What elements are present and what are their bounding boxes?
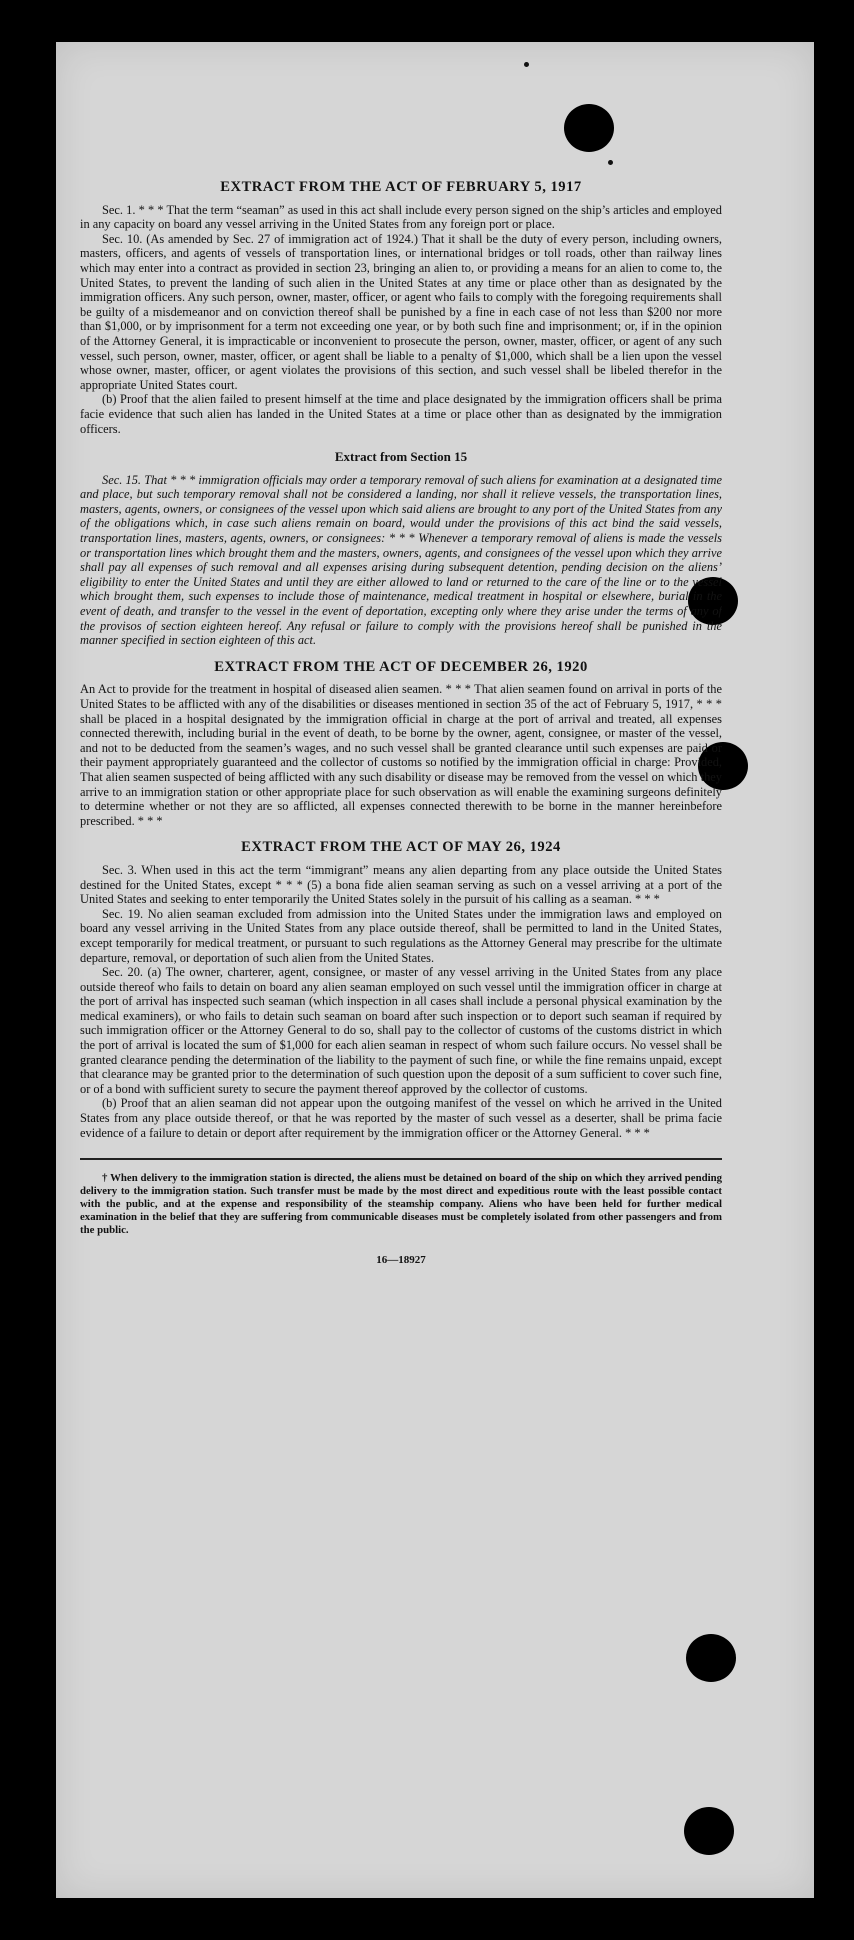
paragraph: Sec. 3. When used in this act the term “immigrant” means any alien departing from any place outside the United States destined for the United States, except * * * (5) a bona fide alien seaman serving as such on a vessel arriving at a port of the United States and seeking to enter temporarily the United States solely in the pursuit of his calling as a seaman. * * * [80, 862, 722, 907]
ink-speck [524, 62, 529, 67]
paragraph: Sec. 10. (As amended by Sec. 27 of immigration act of 1924.) That it shall be the duty of every person, including owners, masters, officers, and agents of vessels of transportation lines, or international bridges or toll roads, other than railway lines which may enter into a contract as provided in section 23, bringing an alien to, or providing a means for an alien to come to, the United States, to prevent the landing of such alien in the United States at any time or place other than as designated by the immigration officers. Any such person, owner, master, officer, or agent who fails to comply with the foregoing requirements shall be guilty of a misdemeanor and on conviction thereof shall be punished by a fine in each case of not less than $200 nor more than $1,000, or by imprisonment for a term not exceeding one year, or by both such fine and imprisonment; or, if in the opinion of the Attorney General, it is impracticable or inconvenient to prosecute the person, owner, master, officer, or agent of any such vessel, such person, owner, master, officer, or agent shall be liable to a penalty of $1,000, which shall be a lien upon the vessel whose owner, master, officer, or agent violates the provisions of this section, and such vessel shall be libeled therefor in the appropriate United States court. [80, 231, 722, 392]
document-text [80, 140, 722, 1800]
paragraph: Sec. 1. * * * That the term “seaman” as used in this act shall include every person signed on the ship’s articles and employed in any capacity on board any vessel arriving in the United States from any foreign port or place. [80, 202, 722, 232]
punch-hole [684, 1807, 734, 1855]
footnote: † When delivery to the immigration station is directed, the aliens must be detained on board of the ship on which they arrived pending delivery to the immigration station. Such transfer must be made by the most direct and expeditious route with the least possible contact with the public, and at the expense and responsibility of the steamship company. Aliens who have been held for further medical examination in the belief that they are suffering from communicable diseases must be completely isolated from other passengers and from the public. [80, 1172, 722, 1237]
paragraph: (b) Proof that an alien seaman did not appear upon the outgoing manifest of the vessel on which he arrived in the United States from any place outside thereof, or that he was reported by the master of such vessel as a deserter, shall be prima facie evidence of a failure to detain or deport after requirement by the immigration officer or the Attorney General. * * * [80, 1096, 722, 1140]
paragraph: An Act to provide for the treatment in hospital of diseased alien seamen. * * * That alien seamen found on arrival in ports of the United States to be afflicted with any of the disabilities or diseases mentioned in section 35 of the act of February 5, 1917, * * * shall be placed in a hospital designated by the immigration official in charge at the port of arrival and treated, all expenses connected therewith, including burial in the event of death, to be borne by the owner, agent, consignee, or master of the vessel, and not to be deducted from the seamen’s wages, and no such vessel shall be granted clearance until such expenses are paid or their payment appropriately guaranteed and the collector of customs so notified by the immigration official in charge: Provided, That alien seamen suspected of being afflicted with any such disability or disease may be removed from the vessel on which they arrive to an immigration station or other appropriate place for such observation as will enable the examining surgeons definitely to determine whether or not they are so afflicted, all expenses connected therewith to be borne in the manner hereinbefore prescribed. * * * [80, 682, 722, 828]
divider [80, 1158, 722, 1160]
paragraph: Sec. 15. That * * * immigration officials may order a temporary removal of such aliens for examination at a designated time and place, but such temporary removal shall not be considered a landing, nor shall it relieve vessels, the transportation lines, masters, agents, owners, or consignees of the vessel upon which said aliens are brought to any port of the United States from any of the obligations which, in case such aliens remain on board, would under the provisions of this act bind the said vessels, transportation lines, masters, agents, owners, or consignees: * * * Whenever a temporary removal of aliens is made the vessels or transportation lines which brought them and the masters, owners, agents, and consignees of the vessel upon which they arrive shall pay all expenses of such removal and all expenses arising during subsequent detention, pending decision on the aliens’ eligibility to enter the United States and until they are either allowed to land or returned to the care of the line or to the vessel which brought them, such expenses to include those of maintenance, medical treatment in hospital or elsewhere, burial in the event of death, and transfer to the vessel in the event of deportation, excepting only where they arise under the terms of any of the provisos of section eighteen hereof. Any refusal or failure to comply with the provisions hereof shall be punished in the manner specified in section eighteen of this act. [80, 472, 722, 648]
section-heading: EXTRACT FROM THE ACT OF FEBRUARY 5, 1917 [220, 179, 582, 195]
paragraph: Sec. 19. No alien seaman excluded from admission into the United States under the immigration laws and employed on board any vessel arriving in the United States from any place outside thereof, shall be permitted to land in the United States, except temporarily for medical treatment, or pursuant to such regulations as the Attorney General may prescribe for the ultimate departure, removal, or deportation of such alien from the United States. [80, 906, 722, 965]
print-code: 16—18927 [376, 1254, 426, 1267]
section-subheading: Extract from Section 15 [334, 449, 468, 465]
paragraph: Sec. 20. (a) The owner, charterer, agent, consignee, or master of any vessel arriving in the United States from any place outside thereof who fails to detain on board any alien seaman employed on such vessel until the immigration officer in charge at the port of arrival has inspected such seaman (which inspection in all cases shall include a personal physical examination by the medical examiners), or who fails to detain such seaman on board after such inspection or to deport such seaman if required by such immigration officer or the Attorney General to do so, shall pay to the collector of customs of the customs district in which the port of arrival is located the sum of $1,000 for each alien seaman in respect of whom such failure occurs. No vessel shall be granted clearance pending the determination of the liability to the payment of such fine, or while the fine remains unpaid, except that clearance may be granted prior to the determination of such question upon the deposit of a sum sufficient to cover such fine, or of a bond with sufficient surety to secure the payment thereof approved by the collector of customs. [80, 965, 722, 1096]
paragraph: (b) Proof that the alien failed to present himself at the time and place designated by the immigration officers shall be prima facie evidence that such alien has landed in the United States at a time or place other than as designated by the immigration officers. [80, 392, 722, 436]
section-heading: EXTRACT FROM THE ACT OF DECEMBER 26, 1920 [214, 658, 588, 675]
section-heading: EXTRACT FROM THE ACT OF MAY 26, 1924 [241, 839, 561, 856]
